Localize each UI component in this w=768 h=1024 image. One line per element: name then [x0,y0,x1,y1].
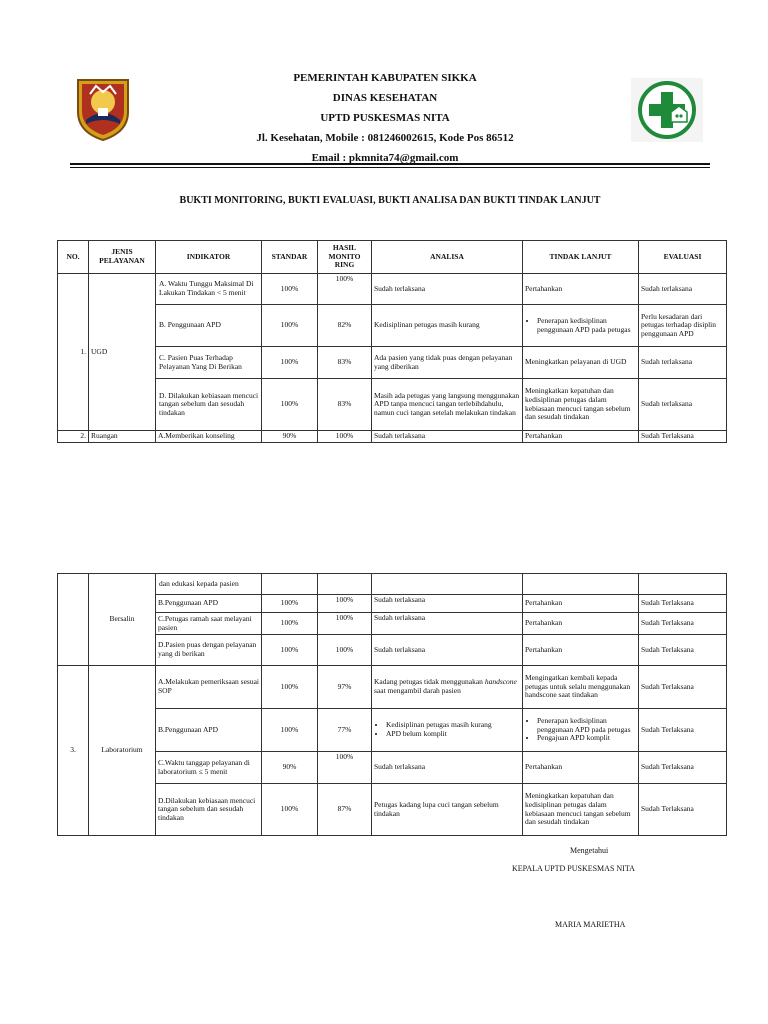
indikator-cell: B.Penggunaan APD [156,709,262,752]
analisa-cell [372,709,523,752]
regency-emblem-logo [72,76,134,142]
indikator-cell: D.Dilakukan kebiasaan mencuci tangan sebelum dan sesudah tindakan [156,784,262,836]
evaluasi-cell: Sudah terlaksana [639,274,727,305]
tindak-cell [523,574,639,595]
evaluasi-cell: Perlu kesadaran dari petugas terhadap disiplin penggunaan APD [639,305,727,347]
table-row [58,347,727,379]
standar-cell: 100% [262,595,318,613]
document-title: BUKTI MONITORING, BUKTI EVALUASI, BUKTI ANALISA DAN BUKTI TINDAK LANJUT [179,195,601,206]
evaluasi-cell: Sudah Terlaksana [639,613,727,635]
hasil-cell: 100% [318,752,372,784]
tindak-cell: Meningkatkan kepatuhan dan kedisiplinan petugas dalam kebiasaan mencuci tangan sebelum dan sesudah tindakan [523,379,639,431]
hasil-cell: 83% [318,347,372,379]
letterhead-divider [70,163,710,165]
indikator-cell: D. Dilakukan kebiasaan mencuci tangan sebelum dan sesudah tindakan [156,379,262,431]
puskesmas-logo [631,78,703,142]
analisa-cell: Ada pasien yang tidak puas dengan pelayanan yang diberikan [372,347,523,379]
tindak-cell: Pertahankan [523,635,639,666]
indikator-cell: C.Petugas ramah saat melayani pasien [156,613,262,635]
letterhead-divider-thin [70,167,710,168]
table-header-row [58,241,727,274]
row-number [58,574,89,666]
standar-cell: 100% [262,666,318,709]
standar-cell: 100% [262,347,318,379]
table-row [58,752,727,784]
evaluasi-cell: Sudah terlaksana [639,347,727,379]
indikator-cell: C. Pasien Puas Terhadap Pelayanan Yang Di Berikan [156,347,262,379]
analisa-bullet: • APD belum komplit [386,730,520,739]
evaluasi-cell: Sudah Terlaksana [639,784,727,836]
indikator-cell: B.Penggunaan APD [156,595,262,613]
indikator-cell: A.Melakukan pemeriksaan sesuai SOP [156,666,262,709]
indikator-cell: dan edukasi kepada pasien [156,574,262,595]
col-indikator: INDIKATOR [156,241,262,274]
evaluasi-cell: Sudah Terlaksana [639,635,727,666]
letterhead-unit: UPTD PUSKESMAS NITA [320,112,450,124]
table-row [58,613,727,635]
hasil-cell: 97% [318,666,372,709]
table-row [58,305,727,347]
standar-cell: 100% [262,784,318,836]
analisa-cell [372,666,523,709]
letterhead [150,68,620,168]
table-row [58,574,727,595]
col-tindak-lanjut: TINDAK LANJUT [523,241,639,274]
indikator-cell: A.Memberikan konseling [156,431,262,443]
monitoring-table-page2 [57,573,727,836]
analisa-italic-term: handscone [484,677,517,687]
standar-cell: 100% [262,709,318,752]
analisa-cell: Sudah terlaksana [372,431,523,443]
table-row [58,595,727,613]
hasil-cell: 100% [318,431,372,443]
standar-cell: 100% [262,274,318,305]
tindak-bullet: • Penerapan kedisiplinan penggunaan APD pada petugas [537,317,636,334]
analisa-cell: Sudah terlaksana [372,613,523,635]
col-jenis-pelayanan: JENIS PELAYANAN [89,241,156,274]
tindak-bullet: • Penerapan kedisiplinan penggunaan APD pada petugas [537,717,636,734]
signature-known: Mengetahui [570,846,609,855]
indikator-cell: D.Pasien puas dengan pelayanan yang di berikan [156,635,262,666]
col-evaluasi: EVALUASI [639,241,727,274]
table-row [58,431,727,443]
evaluasi-cell: Sudah Terlaksana [639,431,727,443]
evaluasi-cell: Sudah terlaksana [639,379,727,431]
indikator-cell: B. Penggunaan APD [156,305,262,347]
tindak-cell: Pertahankan [523,595,639,613]
evaluasi-cell: Sudah Terlaksana [639,709,727,752]
evaluasi-cell [639,574,727,595]
col-standar: STANDAR [262,241,318,274]
row-number: 2. [58,431,89,443]
hasil-cell: 87% [318,784,372,836]
col-hasil-monitoring: HASIL MONITO RING [318,241,372,274]
monitoring-table-page1 [57,240,727,443]
table-row [58,274,727,305]
tindak-cell: Mengingatkan kembali kepada petugas untuk selalu menggunakan handscone saat tindakan [523,666,639,709]
letterhead-address: Jl. Kesehatan, Mobile : 081246002615, Kode Pos 86512 [256,132,514,144]
hasil-cell: 77% [318,709,372,752]
signature-role: KEPALA UPTD PUSKESMAS NITA [512,864,635,873]
indikator-cell: C.Waktu tanggap pelayanan di laboratorium ≤ 5 menit [156,752,262,784]
letterhead-agency: DINAS KESEHATAN [332,92,438,104]
tindak-cell [523,305,639,347]
standar-cell: 90% [262,752,318,784]
tindak-cell: Pertahankan [523,274,639,305]
tindak-cell: Pertahankan [523,752,639,784]
standar-cell [262,574,318,595]
analisa-cell: Sudah terlaksana [372,595,523,613]
analisa-text-end: saat mengambil darah pasien [374,686,461,695]
hasil-cell [318,574,372,595]
hasil-cell: 100% [318,613,372,635]
indikator-cell: A. Waktu Tunggu Maksimal Di Lakukan Tindakan < 5 menit [156,274,262,305]
tindak-bullet: • Pengajuan APD komplit [537,734,636,743]
table-row [58,709,727,752]
standar-cell: 100% [262,613,318,635]
analisa-cell [372,574,523,595]
analisa-cell: Petugas kadang lupa cuci tangan sebelum tindakan [372,784,523,836]
tindak-cell [523,709,639,752]
evaluasi-cell: Sudah Terlaksana [639,752,727,784]
tindak-cell: Meningkatkan kepatuhan dan kedisiplinan petugas dalam kebiasaan mencuci tangan sebelum dan sesudah tindakan [523,784,639,836]
analisa-cell: Sudah terlaksana [372,752,523,784]
tindak-cell: Pertahankan [523,431,639,443]
tindak-cell: Pertahankan [523,613,639,635]
hasil-cell: 82% [318,305,372,347]
table-row [58,784,727,836]
service-type: Bersalin [89,574,156,666]
analisa-cell: Masih ada petugas yang langsung menggunakan APD tanpa mencuci tangan terlebihdahulu, namun cuci tangan setelah melakukan tindakan [372,379,523,431]
table-row [58,666,727,709]
analisa-text: Kadang petugas tidak menggunakan [374,677,483,687]
standar-cell: 100% [262,305,318,347]
standar-cell: 100% [262,635,318,666]
hasil-cell: 100% [318,595,372,613]
signature-name: MARIA MARIETHA [555,920,626,929]
letterhead-government: PEMERINTAH KABUPATEN SIKKA [293,72,477,84]
analisa-cell: Sudah terlaksana [372,635,523,666]
letterhead-email: Email : pkmnita74@gmail.com [311,152,459,164]
analisa-bullet: • Kedisiplinan petugas masih kurang [386,721,520,730]
row-number: 1. [58,274,89,431]
table-row [58,379,727,431]
analisa-cell: Kedisiplinan petugas masih kurang [372,305,523,347]
standar-cell: 90% [262,431,318,443]
tindak-cell: Meningkatkan pelayanan di UGD [523,347,639,379]
standar-cell: 100% [262,379,318,431]
analisa-cell: Sudah terlaksana [372,274,523,305]
hasil-cell: 100% [318,274,372,305]
service-type: Laboratorium [89,666,156,836]
row-number: 3. [58,666,89,836]
col-no: NO. [58,241,89,274]
hasil-cell: 100% [318,635,372,666]
service-type: Ruangan [89,431,156,443]
evaluasi-cell: Sudah Terlaksana [639,595,727,613]
col-analisa: ANALISA [372,241,523,274]
hasil-cell: 83% [318,379,372,431]
service-type: UGD [89,274,156,431]
evaluasi-cell: Sudah Terlaksana [639,666,727,709]
table-row [58,635,727,666]
